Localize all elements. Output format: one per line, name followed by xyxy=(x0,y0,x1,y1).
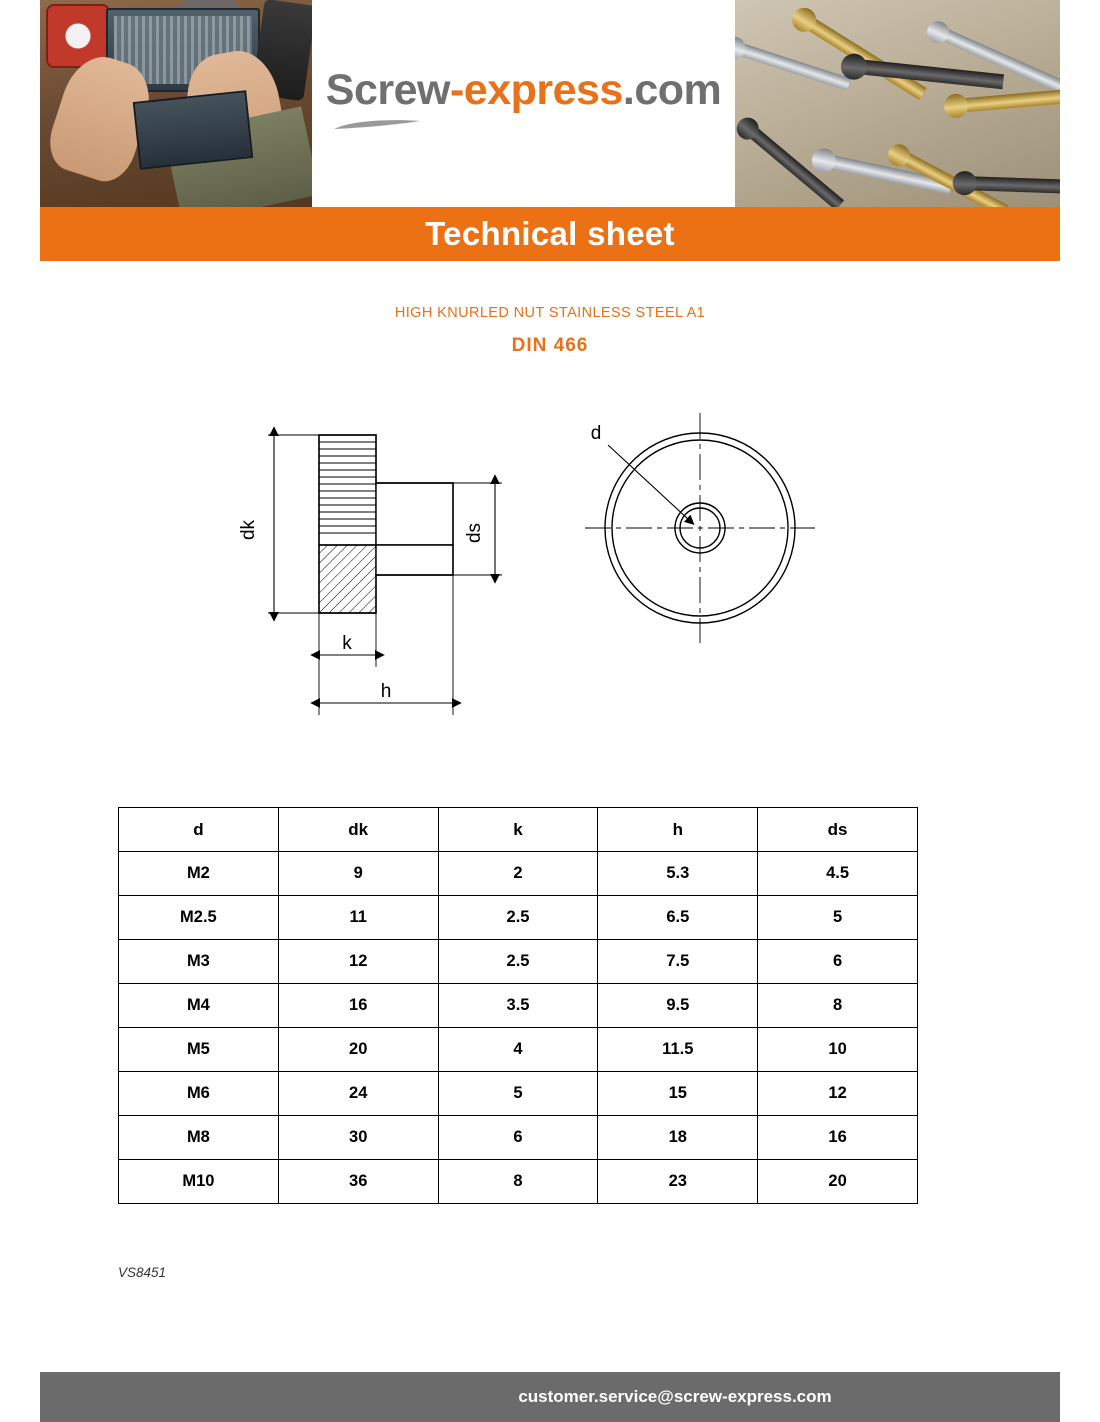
dim-label-ds: ds xyxy=(464,522,485,544)
cell-dk: 20 xyxy=(278,1028,438,1072)
cell-k: 2 xyxy=(438,852,598,896)
cell-ds: 20 xyxy=(758,1160,918,1204)
column-header-ds: ds xyxy=(758,808,918,852)
screws-illustration xyxy=(735,0,1060,207)
cell-k: 5 xyxy=(438,1072,598,1116)
cell-d: M8 xyxy=(119,1116,279,1160)
cell-h: 11.5 xyxy=(598,1028,758,1072)
cell-h: 7.5 xyxy=(598,940,758,984)
column-header-d: d xyxy=(119,808,279,852)
logo-part-express: -express xyxy=(449,66,623,114)
column-header-dk: dk xyxy=(278,808,438,852)
table-row xyxy=(119,1116,918,1160)
table-header-row xyxy=(119,808,918,852)
technical-drawing xyxy=(200,405,900,765)
cell-ds: 10 xyxy=(758,1028,918,1072)
technical-sheet-banner xyxy=(40,207,1060,261)
cell-h: 18 xyxy=(598,1116,758,1160)
cell-k: 3.5 xyxy=(438,984,598,1028)
cell-h: 9.5 xyxy=(598,984,758,1028)
cell-d: M4 xyxy=(119,984,279,1028)
cell-d: M3 xyxy=(119,940,279,984)
logo-swoosh-icon xyxy=(332,118,422,132)
cell-dk: 36 xyxy=(278,1160,438,1204)
logo-part-screw: Screw xyxy=(325,66,450,114)
table-row xyxy=(119,896,918,940)
dimensions-table xyxy=(118,807,918,1204)
dim-label-h: h xyxy=(380,681,392,702)
cell-h: 5.3 xyxy=(598,852,758,896)
reference-code: VS8451 xyxy=(118,1265,167,1280)
table-row xyxy=(119,852,918,896)
cell-ds: 16 xyxy=(758,1116,918,1160)
dim-label-k: k xyxy=(342,633,352,654)
cell-k: 2.5 xyxy=(438,940,598,984)
cell-k: 2.5 xyxy=(438,896,598,940)
cell-dk: 16 xyxy=(278,984,438,1028)
table-row xyxy=(119,1072,918,1116)
cell-h: 15 xyxy=(598,1072,758,1116)
column-header-h: h xyxy=(598,808,758,852)
table-row xyxy=(119,984,918,1028)
cell-dk: 30 xyxy=(278,1116,438,1160)
product-subtitle: HIGH KNURLED NUT STAINLESS STEEL A1 xyxy=(394,305,706,321)
cell-h: 6.5 xyxy=(598,896,758,940)
cell-k: 4 xyxy=(438,1028,598,1072)
cell-ds: 8 xyxy=(758,984,918,1028)
table-row xyxy=(119,1160,918,1204)
cell-d: M2 xyxy=(119,852,279,896)
brand-logo xyxy=(326,66,721,115)
toolbox-lower-icon xyxy=(133,90,253,170)
cell-h: 23 xyxy=(598,1160,758,1204)
standard-code: DIN 466 xyxy=(511,335,589,356)
logo-area xyxy=(312,0,735,207)
cell-ds: 12 xyxy=(758,1072,918,1116)
page-header xyxy=(40,0,1060,207)
cell-d: M6 xyxy=(119,1072,279,1116)
cell-k: 6 xyxy=(438,1116,598,1160)
cell-d: M5 xyxy=(119,1028,279,1072)
cell-dk: 12 xyxy=(278,940,438,984)
cell-ds: 5 xyxy=(758,896,918,940)
cell-dk: 24 xyxy=(278,1072,438,1116)
drawing-svg xyxy=(200,405,900,765)
column-header-k: k xyxy=(438,808,598,852)
banner-title: Technical sheet xyxy=(425,215,675,252)
cell-dk: 9 xyxy=(278,852,438,896)
logo-part-com: .com xyxy=(622,66,722,114)
dim-label-dk: dk xyxy=(238,519,259,541)
table-row xyxy=(119,940,918,984)
header-photo-screws xyxy=(735,0,1060,207)
cell-k: 8 xyxy=(438,1160,598,1204)
cell-ds: 4.5 xyxy=(758,852,918,896)
page-footer xyxy=(40,1372,1060,1422)
cell-d: M2.5 xyxy=(119,896,279,940)
cell-dk: 11 xyxy=(278,896,438,940)
header-photo-toolbox xyxy=(40,0,312,207)
dim-label-d: d xyxy=(590,423,602,444)
cell-ds: 6 xyxy=(758,940,918,984)
table-row xyxy=(119,1028,918,1072)
cell-d: M10 xyxy=(119,1160,279,1204)
footer-email[interactable]: customer.service@screw-express.com xyxy=(518,1387,832,1406)
